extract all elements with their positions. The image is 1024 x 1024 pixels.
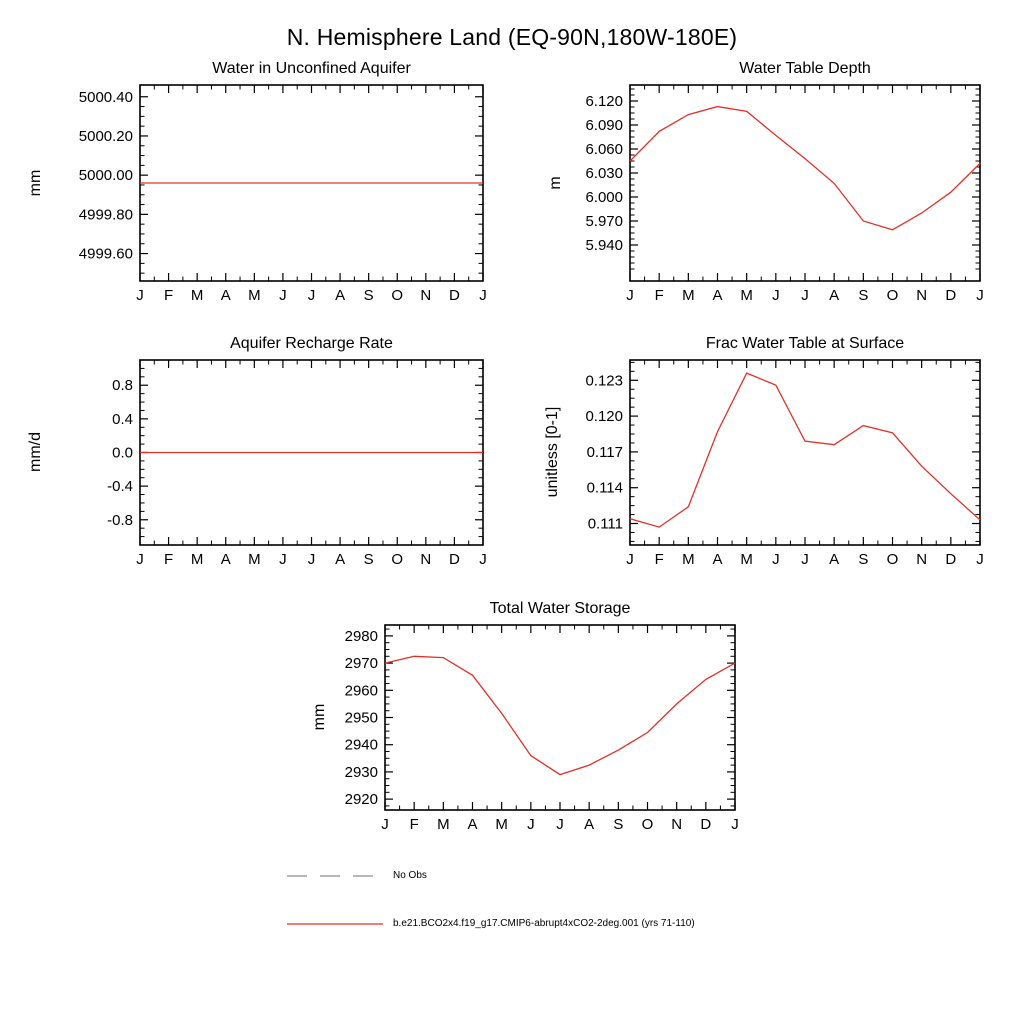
svg-text:M: M xyxy=(495,816,508,833)
svg-text:2920: 2920 xyxy=(344,791,378,809)
y-axis-label-aquifer-water: mm xyxy=(27,169,44,197)
svg-text:2980: 2980 xyxy=(344,627,378,645)
svg-text:J: J xyxy=(479,551,487,568)
chart-aquifer-recharge-rate xyxy=(60,352,493,575)
svg-text:J: J xyxy=(772,287,780,304)
no-obs-dashed-line-sample xyxy=(285,871,385,881)
y-axis-label-total-water-storage: mm xyxy=(311,703,328,731)
svg-text:F: F xyxy=(163,551,174,568)
svg-text:F: F xyxy=(409,816,419,833)
svg-text:6.060: 6.060 xyxy=(585,141,623,158)
svg-text:A: A xyxy=(467,816,478,833)
svg-text:A: A xyxy=(829,287,840,304)
svg-text:J: J xyxy=(527,816,535,833)
svg-text:M: M xyxy=(682,287,695,304)
svg-text:O: O xyxy=(391,551,404,568)
y-axis-label-water-table-depth: m xyxy=(547,176,564,190)
svg-text:-0.4: -0.4 xyxy=(107,478,133,496)
svg-text:N: N xyxy=(420,287,432,304)
svg-text:6.000: 6.000 xyxy=(585,189,623,206)
svg-text:M: M xyxy=(740,287,753,304)
svg-text:M: M xyxy=(190,287,204,304)
y-axis-label-recharge-rate: mm/d xyxy=(27,432,44,472)
chart-water-table-depth xyxy=(550,77,990,311)
svg-text:2950: 2950 xyxy=(344,709,378,727)
svg-text:S: S xyxy=(613,816,624,833)
svg-text:D: D xyxy=(448,287,460,304)
svg-text:A: A xyxy=(712,287,723,304)
svg-text:5000.40: 5000.40 xyxy=(78,88,133,106)
chart-canvas-4 xyxy=(305,617,745,840)
svg-text:0.117: 0.117 xyxy=(586,443,623,461)
chart-title-water-in-unconfined-aquifer: Water in Unconfined Aquifer xyxy=(212,60,411,77)
svg-text:A: A xyxy=(829,551,840,568)
svg-text:A: A xyxy=(335,551,346,568)
svg-text:4999.60: 4999.60 xyxy=(78,245,133,263)
svg-text:J: J xyxy=(801,287,809,304)
svg-text:D: D xyxy=(448,551,460,568)
svg-text:0.4: 0.4 xyxy=(112,410,133,428)
svg-text:J: J xyxy=(976,551,984,568)
chart-title-aquifer-recharge-rate: Aquifer Recharge Rate xyxy=(230,335,393,352)
svg-text:O: O xyxy=(886,551,899,568)
svg-text:-0.8: -0.8 xyxy=(107,511,133,529)
page-title: N. Hemisphere Land (EQ-90N,180W-180E) xyxy=(286,24,738,50)
y-axis-label-frac-water-table: unitless [0-1] xyxy=(544,406,561,498)
chart-canvas-0 xyxy=(60,77,493,311)
svg-text:0.8: 0.8 xyxy=(112,377,133,395)
svg-text:5000.00: 5000.00 xyxy=(78,167,133,185)
svg-text:O: O xyxy=(391,287,404,304)
svg-text:S: S xyxy=(858,287,869,304)
svg-text:5000.20: 5000.20 xyxy=(78,127,133,145)
svg-text:M: M xyxy=(682,551,695,568)
svg-text:N: N xyxy=(916,287,928,304)
svg-text:2940: 2940 xyxy=(344,736,378,754)
model-run-line-sample xyxy=(285,919,385,929)
svg-text:J: J xyxy=(136,287,144,304)
svg-text:S: S xyxy=(858,551,869,568)
svg-text:0.0: 0.0 xyxy=(112,444,133,462)
svg-text:J: J xyxy=(801,551,809,568)
svg-text:A: A xyxy=(335,287,346,304)
svg-text:F: F xyxy=(163,287,174,304)
chart-title-frac-water-table-at-surface: Frac Water Table at Surface xyxy=(705,335,905,352)
svg-text:M: M xyxy=(437,816,450,833)
svg-text:J: J xyxy=(279,287,287,304)
svg-text:0.111: 0.111 xyxy=(587,515,623,533)
svg-text:J: J xyxy=(279,551,287,568)
chart-water-in-unconfined-aquifer xyxy=(60,77,493,311)
svg-text:0.123: 0.123 xyxy=(585,372,623,390)
chart-canvas-3 xyxy=(550,352,990,575)
svg-text:4999.80: 4999.80 xyxy=(78,206,133,224)
svg-text:J: J xyxy=(136,551,144,568)
svg-text:J: J xyxy=(731,816,739,833)
svg-text:A: A xyxy=(220,287,231,304)
svg-text:6.090: 6.090 xyxy=(585,117,623,134)
legend-entry-model-run xyxy=(285,918,695,929)
svg-text:2930: 2930 xyxy=(344,763,378,781)
svg-text:A: A xyxy=(584,816,595,833)
svg-text:J: J xyxy=(626,287,634,304)
svg-text:6.120: 6.120 xyxy=(585,93,623,110)
svg-text:J: J xyxy=(381,816,389,833)
svg-text:O: O xyxy=(641,816,654,833)
svg-text:A: A xyxy=(220,551,231,568)
svg-text:F: F xyxy=(654,551,664,568)
svg-text:0.114: 0.114 xyxy=(586,479,623,497)
svg-text:J: J xyxy=(307,551,316,568)
svg-text:6.030: 6.030 xyxy=(585,165,623,182)
chart-title-total-water-storage: Total Water Storage xyxy=(489,600,631,617)
chart-canvas-1 xyxy=(550,77,990,311)
svg-text:D: D xyxy=(945,551,957,568)
svg-text:M: M xyxy=(248,551,261,568)
svg-text:N: N xyxy=(420,551,432,568)
svg-text:M: M xyxy=(740,551,753,568)
svg-text:N: N xyxy=(671,816,683,833)
svg-text:O: O xyxy=(886,287,899,304)
svg-text:D: D xyxy=(945,287,957,304)
legend-label-no-obs: No Obs xyxy=(393,870,427,881)
svg-text:D: D xyxy=(700,816,712,833)
svg-text:5.940: 5.940 xyxy=(585,237,623,254)
svg-text:M: M xyxy=(248,287,261,304)
svg-text:J: J xyxy=(307,287,316,304)
legend-entry-no-obs xyxy=(285,870,427,881)
svg-text:J: J xyxy=(556,816,564,833)
legend-label-model-run: b.e21.BCO2x4.f19_g17.CMIP6-abrupt4xCO2-2deg.001 (yrs 71-110) xyxy=(393,918,695,929)
svg-text:0.120: 0.120 xyxy=(585,408,623,426)
svg-text:S: S xyxy=(363,551,374,568)
chart-canvas-2 xyxy=(60,352,493,575)
chart-total-water-storage xyxy=(305,617,745,840)
svg-text:J: J xyxy=(479,287,487,304)
svg-text:M: M xyxy=(190,551,204,568)
svg-text:2960: 2960 xyxy=(344,682,378,700)
svg-text:J: J xyxy=(626,551,634,568)
svg-text:S: S xyxy=(363,287,374,304)
svg-text:N: N xyxy=(916,551,928,568)
svg-text:J: J xyxy=(772,551,780,568)
svg-text:2970: 2970 xyxy=(344,655,378,673)
svg-text:A: A xyxy=(712,551,723,568)
chart-title-water-table-depth: Water Table Depth xyxy=(739,60,871,77)
chart-frac-water-table-at-surface xyxy=(550,352,990,575)
svg-text:5.970: 5.970 xyxy=(585,213,623,230)
svg-text:F: F xyxy=(654,287,664,304)
svg-text:J: J xyxy=(976,287,984,304)
